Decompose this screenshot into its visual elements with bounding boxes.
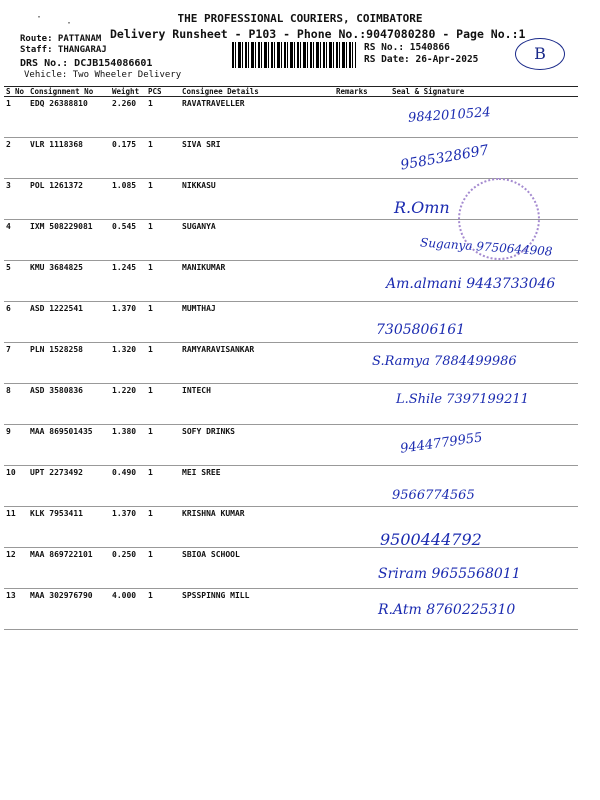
remarks	[334, 425, 390, 466]
handwritten-signature: 9585328697	[399, 142, 490, 174]
pcs: 1	[146, 97, 180, 138]
sno: 11	[4, 507, 28, 548]
consignee: SIVA SRI	[180, 138, 334, 179]
handwritten-signature: 7305806161	[376, 322, 466, 338]
consignment-no: MAA 302976790	[28, 589, 110, 630]
pcs: 1	[146, 425, 180, 466]
col-weight: Weight	[110, 87, 146, 97]
scan-dot: ·	[66, 18, 73, 29]
vehicle-label: Vehicle: Two Wheeler Delivery	[24, 70, 182, 80]
weight: 1.370	[110, 302, 146, 343]
weight: 0.250	[110, 548, 146, 589]
consignee: NIKKASU	[180, 179, 334, 220]
table-row	[4, 138, 578, 179]
handwritten-signature: L.Shile 7397199211	[396, 392, 529, 407]
table-header-row	[4, 87, 578, 97]
consignment-no: UPT 2273492	[28, 466, 110, 507]
pcs: 1	[146, 261, 180, 302]
sno: 1	[4, 97, 28, 138]
staff-label: Staff: THANGARAJ	[20, 45, 107, 55]
col-pcs: PCS	[146, 87, 180, 97]
remarks	[334, 384, 390, 425]
handwritten-b-mark: B	[515, 38, 565, 70]
remarks	[334, 466, 390, 507]
col-consignee: Consignee Details	[180, 87, 334, 97]
pcs: 1	[146, 507, 180, 548]
pcs: 1	[146, 179, 180, 220]
consignment-no: IXM 508229081	[28, 220, 110, 261]
handwritten-signature: 9842010524	[407, 105, 492, 126]
table-row	[4, 97, 578, 138]
rs-date: RS Date: 26-Apr-2025	[364, 54, 479, 65]
barcode-image	[232, 42, 356, 68]
table-row	[4, 466, 578, 507]
remarks	[334, 138, 390, 179]
runsheet-subtitle: Delivery Runsheet - P103 - Phone No.:9047080280 - Page No.:1	[110, 27, 526, 41]
handwritten-signature: Sriram 9655568011	[378, 566, 521, 582]
consignment-no: POL 1261372	[28, 179, 110, 220]
sno: 13	[4, 589, 28, 630]
consignment-no: EDQ 26388810	[28, 97, 110, 138]
remarks	[334, 220, 390, 261]
weight: 0.490	[110, 466, 146, 507]
consignment-no: VLR 1118368	[28, 138, 110, 179]
route-label: Route: PATTANAM	[20, 34, 102, 44]
handwritten-signature: Am.almani 9443733046	[386, 276, 556, 292]
pcs: 1	[146, 343, 180, 384]
consignment-no: ASD 3580836	[28, 384, 110, 425]
consignee: MANIKUMAR	[180, 261, 334, 302]
table-row	[4, 425, 578, 466]
pcs: 1	[146, 384, 180, 425]
weight: 1.320	[110, 343, 146, 384]
sno: 4	[4, 220, 28, 261]
weight: 1.380	[110, 425, 146, 466]
handwritten-signature: Suganya 9750644908	[419, 235, 553, 259]
sno: 6	[4, 302, 28, 343]
weight: 1.370	[110, 507, 146, 548]
sno: 2	[4, 138, 28, 179]
rs-number: RS No.: 1540866	[364, 42, 450, 53]
consignee: SPSSPINNG MILL	[180, 589, 334, 630]
consignment-no: ASD 1222541	[28, 302, 110, 343]
weight: 2.260	[110, 97, 146, 138]
col-signature: Seal & Signature	[390, 87, 578, 97]
sno: 9	[4, 425, 28, 466]
weight: 1.220	[110, 384, 146, 425]
sno: 12	[4, 548, 28, 589]
handwritten-signature: R.Omn	[394, 198, 450, 217]
pcs: 1	[146, 220, 180, 261]
consignee: RAMYARAVISANKAR	[180, 343, 334, 384]
pcs: 1	[146, 466, 180, 507]
weight: 4.000	[110, 589, 146, 630]
pcs: 1	[146, 589, 180, 630]
consignment-no: KLK 7953411	[28, 507, 110, 548]
scan-dot: ·	[36, 12, 43, 23]
consignment-no: MAA 869722101	[28, 548, 110, 589]
table-row	[4, 507, 578, 548]
handwritten-signature: 9500444792	[380, 530, 482, 549]
weight: 1.245	[110, 261, 146, 302]
weight: 0.175	[110, 138, 146, 179]
weight: 0.545	[110, 220, 146, 261]
sno: 7	[4, 343, 28, 384]
sno: 8	[4, 384, 28, 425]
consignment-no: PLN 1528258	[28, 343, 110, 384]
col-sno: S No	[4, 87, 28, 97]
consignment-no: MAA 869501435	[28, 425, 110, 466]
consignee: INTECH	[180, 384, 334, 425]
consignee: MUMTHAJ	[180, 302, 334, 343]
handwritten-signature: 9444779955	[399, 430, 484, 457]
pcs: 1	[146, 138, 180, 179]
consignment-no: KMU 3684825	[28, 261, 110, 302]
sno: 10	[4, 466, 28, 507]
consignee: KRISHNA KUMAR	[180, 507, 334, 548]
pcs: 1	[146, 302, 180, 343]
table-row	[4, 302, 578, 343]
col-remarks: Remarks	[334, 87, 390, 97]
remarks	[334, 179, 390, 220]
sno: 3	[4, 179, 28, 220]
pcs: 1	[146, 548, 180, 589]
consignee: SUGANYA	[180, 220, 334, 261]
sno: 5	[4, 261, 28, 302]
consignee: RAVATRAVELLER	[180, 97, 334, 138]
consignee: SOFY DRINKS	[180, 425, 334, 466]
consignee: MEI SREE	[180, 466, 334, 507]
drs-number: DRS No.: DCJB154086601	[20, 58, 153, 69]
consignee: SBIOA SCHOOL	[180, 548, 334, 589]
weight: 1.085	[110, 179, 146, 220]
remarks	[334, 97, 390, 138]
handwritten-signature: S.Ramya 7884499986	[372, 354, 517, 369]
handwritten-signature: R.Atm 8760225310	[378, 602, 516, 618]
company-title: THE PROFESSIONAL COURIERS, COIMBATORE	[177, 12, 423, 25]
col-consignment: Consignment No	[28, 87, 110, 97]
remarks	[334, 261, 390, 302]
handwritten-signature: 9566774565	[392, 488, 475, 503]
